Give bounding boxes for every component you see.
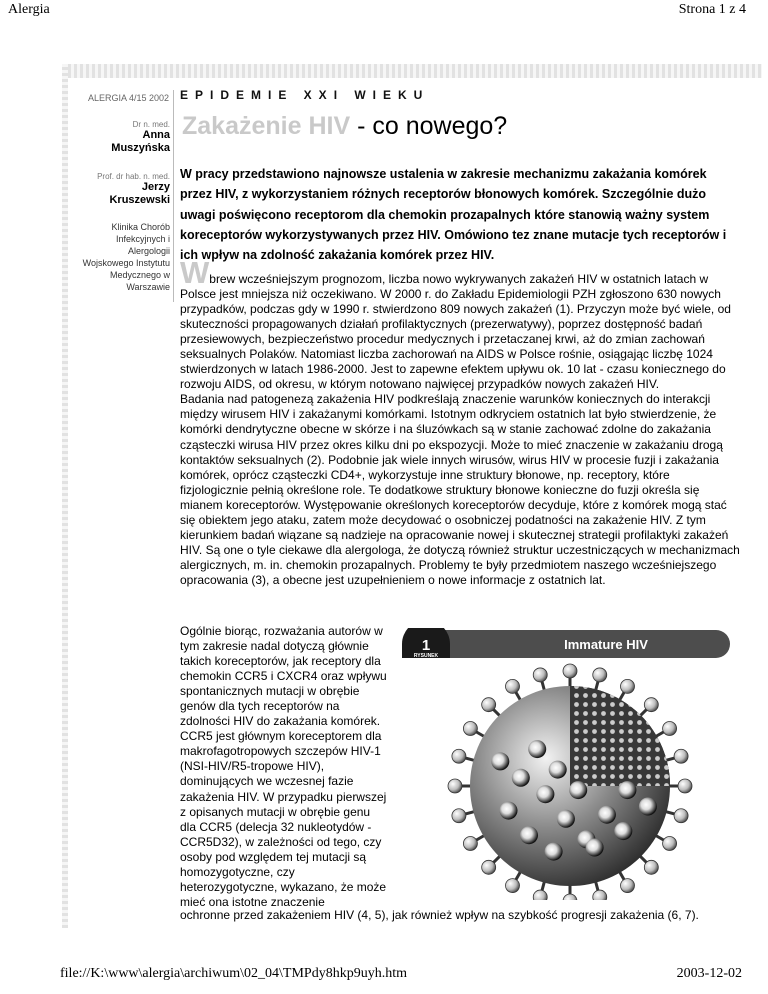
author-2 [97,172,170,207]
paragraph-1-text: brew wcześniejszym prognozom, liczba nowo wykrywanych zakażeń HIV w ostatnich latach w Polsce jest mniejsza niż oczekiwano. W 2000 r. do Zakładu Epidemiologii PZH zgłoszono 630 nowych przypadków, podczas gdy w 1990 r. stwierdzono 809 nowych zakażeń (1). Przyczyn może być wiele, od skuteczności propagowanych działań profilaktycznych (prezerwatywy), poprzez dostępność badań przesiewowych, bezpieczeństwo procedur medycznych i przetaczanej krwi, aż do zmian zachowań seksualnych Polaków. Natomiast liczba zachorowań na AIDS w Polsce rośnie, osiągając liczbę 1024 stwierdzonych w latach 1986-2000. Jest to zapewne efektem upływu ok. 10 lat - czasu koniecznego do rozwoju AIDS, od okresu, w którym notowano najwięcej przypadków nowych zakażeń HIV. [180,272,731,392]
surface-knob [614,822,632,840]
body-text [180,255,740,588]
author-1 [111,120,170,155]
figure-number: 1 [421,637,431,654]
figure-side-column [180,624,388,910]
spike-knob [563,894,577,900]
page-indicator: Strona 1 z 4 [678,2,746,17]
title-highlight: Zakażenie HIV [182,112,351,140]
surface-knob [545,843,563,861]
surface-knob [536,785,554,803]
spike-knob [506,879,520,893]
author-degree: Dr n. med. [132,120,170,129]
issue-label: ALERGIA 4/15 2002 [88,93,170,103]
spike-knob [674,749,688,763]
surface-knob [512,769,530,787]
surface-knob [557,810,575,828]
spike-knob [533,668,547,682]
spike-knob [452,749,466,763]
spike-knob [663,722,677,736]
figure-label: RYSUNEK [413,653,439,659]
lead-paragraph: W pracy przedstawiono najnowsze ustalenia w zakresie mechanizmu zakażania komórek przez HIV, z wykorzystaniem różnych receptorów błonowych komórek. Szczególnie dużo uwagi poświęcono receptorom dla chemokin prozapalnych które stanowią ważny system koreceptorów wykorzystywanych przez HIV. Omówiono tez znane mutacje tych receptorów i ich wpływ na zdolność zakażania komórek przez HIV. [180,167,727,263]
spike-knob [463,722,477,736]
document-title: Alergia [8,2,50,17]
virion-illustration [448,664,692,900]
spike-knob [644,860,658,874]
spike-knob [593,890,607,900]
paragraph-4-ending: ochronne przed zakażeniem HIV (4, 5), jak również wpływ na szybkość progresji zakażenia (6, 7). [180,908,699,922]
surface-knob [500,802,518,820]
author-affiliation: Klinika Chorób Infekcyjnych i Alergologii Wojskowego Instytutu Medycznego w Warszawie [82,222,170,292]
spike-knob [448,779,462,793]
surface-knob [528,740,546,758]
surface-knob [618,781,636,799]
surface-knob [639,798,657,816]
surface-knob [586,839,604,857]
spike-knob [563,664,577,678]
spike-knob [644,698,658,712]
spike-knob [482,698,496,712]
figure-title: Immature HIV [564,637,648,652]
author-first-name: Anna [142,129,170,141]
frame-border-left [62,64,68,928]
spike-knob [506,679,520,693]
spike-knob [593,668,607,682]
drop-cap: W [180,255,210,290]
author-last-name: Muszyńska [111,142,170,154]
spike-knob [482,860,496,874]
surface-knob [520,826,538,844]
file-path: file://K:\www\alergia\archiwum\02_04\TMPdy8hkp9uyh.htm [60,966,407,981]
spike-knob [463,837,477,851]
spike-knob [621,879,635,893]
paragraph-3: Ogólnie biorąc, rozważania autorów w tym zakresie nadal dotyczą głównie takich koreceptorów, jak receptory dla chemokin CCR5 i CXCR4 oraz wpływu spontanicznych mutacji w obrębie genów dla tych receptorów na zdolności HIV do zakażania komórek. [180,624,387,729]
surface-knob [491,752,509,770]
surface-knob [598,806,616,824]
spike-knob [663,837,677,851]
author-degree: Prof. dr hab. n. med. [97,172,170,181]
article-title [182,112,507,141]
spike-knob [533,890,547,900]
figure-immature-hiv [392,628,732,900]
frame-border-top [62,64,762,78]
surface-knob [549,761,567,779]
spike-knob [678,779,692,793]
surface-knob [569,781,587,799]
paragraph-4: CCR5 jest głównym koreceptorem dla makrofagotropowych szczepów HIV-1 (NSI-HIV/R5-tropowe HIV), dominujących we wczesnej fazie zakażenia HIV. W przypadku pierwszej z opisanych mutacji w obrębie genu dla CCR5 (delecja 32 nukleotydów - CCR5D32), w zależności od tego, czy osoby pod względem tej mutacji są homozygotyczne, czy heterozygotyczne, wykazano, że może mieć ona istotne znaczenie [180,729,387,909]
paragraph-1 [180,255,740,392]
column-divider [173,90,174,302]
spike-knob [621,679,635,693]
paragraph-2: Badania nad patogenezą zakażenia HIV podkreślają znaczenie warunków koniecznych do interakcji między wirusem HIV i zakażanymi komórkami. Istotnym odkryciem ostatnich lat było stwierdzenie, że komórki dendrytyczne obecne w skórze i na śluzówkach są w stanie zachować zdolne do zakażania cząsteczki wirusa HIV przez okres kilku dni po ekspozycji. Może to mieć znaczenie w zakażaniu drogą kontaktów seksualnych (2). Podobnie jak wiele innych wirusów, wirus HIV w procesie fuzji i zakażania komórek, oprócz cząsteczki CD4+, wykorzystuje inne struktury błonowe, np. receptory, które fizjologicznie pełnią określone role. Te dodatkowe struktury błonowe konieczne do fuzji określa się mianem koreceptorów. Występowanie określonych koreceptorów decyduje, które z komórek mogą stać się obiektem jego ataku, zatem może decydować o osobniczej podatności na zakażenie HIV. Z tym kierunkiem badań wiązane są nadzieje na opracowanie nowej i skutecznej strategii profilaktyki zakażeń HIV. Są one o tyle ciekawe dla alergologa, że dotyczą również struktur uczestniczących w mechanizmach alergicznych, m. in. chemokin prozapalnych. Problemy te były przedmiotem naszego wcześniejszego opracowania (3), a obecne jest uzupełnieniem o nowe informacje z ostatnich lat. [180,392,740,587]
spike-knob [674,809,688,823]
author-first-name: Jerzy [141,181,170,193]
spike-knob [452,809,466,823]
title-rest: - co nowego? [350,112,508,140]
author-last-name: Kruszewski [109,194,170,206]
print-date: 2003-12-02 [676,966,742,981]
section-heading: EPIDEMIE XXI WIEKU [180,88,430,102]
